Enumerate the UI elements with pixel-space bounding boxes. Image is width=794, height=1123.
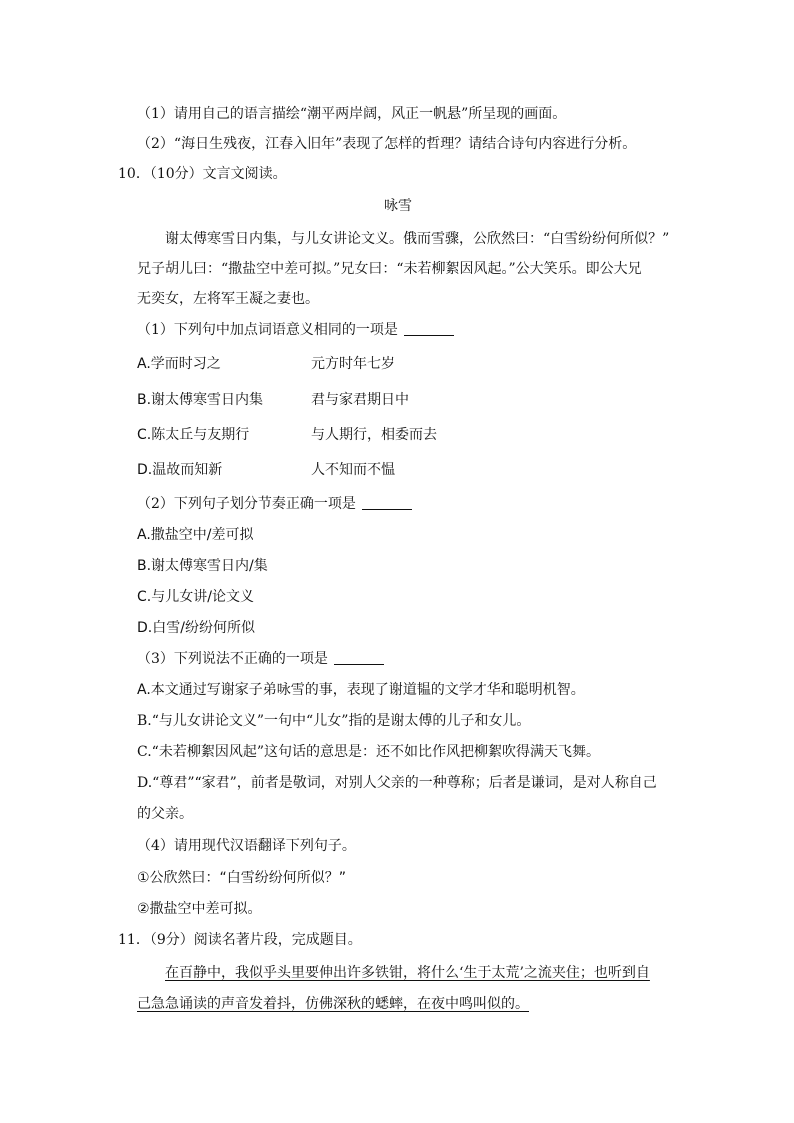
q10-heading: 10．（10分）文言文阅读。 — [118, 166, 287, 182]
excerpt-line-1: 在百静中，我似乎头里要伸出许多铁钳，将什么‘生于太荒’之流夹住；也听到自 — [165, 965, 650, 981]
q10-2-stem-text: （2）下列句子划分节奏正确一项是 — [137, 496, 356, 512]
q10-3-option-d-cont: 的父亲。 — [137, 806, 193, 822]
passage-line-1: 谢太傅寒雪日内集，与儿女讲论文义。俄而雪骤，公欣然曰：“白雪纷纷何所似？” — [165, 231, 670, 247]
answer-blank — [334, 650, 384, 665]
q10-2-option-b: B.谢太傅寒雪日内/集 — [137, 558, 268, 574]
option-right: 元方时年七岁 — [311, 356, 395, 372]
answer-blank — [362, 495, 412, 510]
passage-title: 咏雪 — [384, 198, 412, 214]
q10-1-option-d — [137, 460, 537, 480]
q10-4-item-1: ①公欣然曰：“白雪纷纷何所似？” — [137, 870, 347, 886]
option-right: 人不知而不愠 — [311, 462, 395, 478]
q10-1-stem — [137, 320, 454, 340]
q10-1-stem-text: （1）下列句中加点词语意义相同的一项是 — [137, 322, 398, 338]
q10-1-option-a — [137, 354, 537, 374]
answer-blank — [404, 321, 454, 336]
q10-1-option-c — [137, 425, 537, 445]
option-right: 君与家君期日中 — [311, 392, 409, 408]
q10-4-stem: （4）请用现代汉语翻译下列句子。 — [137, 838, 356, 854]
q10-3-option-b: B.“与儿女讲论文义”一句中“儿女”指的是谢太傅的儿子和女儿。 — [137, 713, 531, 729]
q10-3-option-a: A.本文通过写谢家子弟咏雪的事，表现了谢道韫的文学才华和聪明机智。 — [137, 682, 585, 698]
option-left: A.学而时习之 — [137, 356, 221, 372]
passage-line-2: 兄子胡儿曰：“撒盐空中差可拟。”兄女曰：“未若柳絮因风起。”公大笑乐。即公大兄 — [137, 261, 642, 277]
q10-3-stem-text: （3）下列说法不正确的一项是 — [137, 651, 328, 667]
q10-1-option-b — [137, 390, 537, 410]
excerpt-line-2: 己急急诵读的声音发着抖，仿佛深秋的蟋蟀，在夜中鸣叫似的。 — [137, 996, 529, 1012]
q9-sub1: （1）请用自己的语言描绘“潮平两岸阔，风正一帆悬”所呈现的画面。 — [137, 106, 567, 122]
q10-2-option-d: D.白雪/纷纷何所似 — [137, 620, 255, 636]
q9-sub2: （2）“海日生残夜，江春入旧年”表现了怎样的哲理？请结合诗句内容进行分析。 — [137, 136, 637, 152]
q10-3-option-c: C.“未若柳絮因风起”这句话的意思是：还不如比作风把柳絮吹得满天飞舞。 — [137, 744, 600, 760]
q10-2-option-a: A.撒盐空中/差可拟 — [137, 527, 254, 543]
q10-2-stem — [137, 494, 412, 514]
passage-line-3: 无奕女，左将军王凝之妻也。 — [137, 291, 319, 307]
q10-4-item-2: ②撒盐空中差可拟。 — [137, 901, 262, 917]
q10-3-option-d: D.“尊君”“家君”，前者是敬词，对别人父亲的一种尊称；后者是谦词，是对人称自己 — [137, 775, 657, 791]
option-left: D.温故而知新 — [137, 462, 223, 478]
option-right: 与人期行，相委而去 — [311, 427, 437, 443]
option-left: C.陈太丘与友期行 — [137, 427, 250, 443]
q10-3-stem — [137, 649, 384, 669]
q11-heading: 11．（9分）阅读名著片段，完成题目。 — [118, 932, 362, 948]
q10-2-option-c: C.与儿女讲/论文义 — [137, 589, 254, 605]
option-left: B.谢太傅寒雪日内集 — [137, 392, 264, 408]
